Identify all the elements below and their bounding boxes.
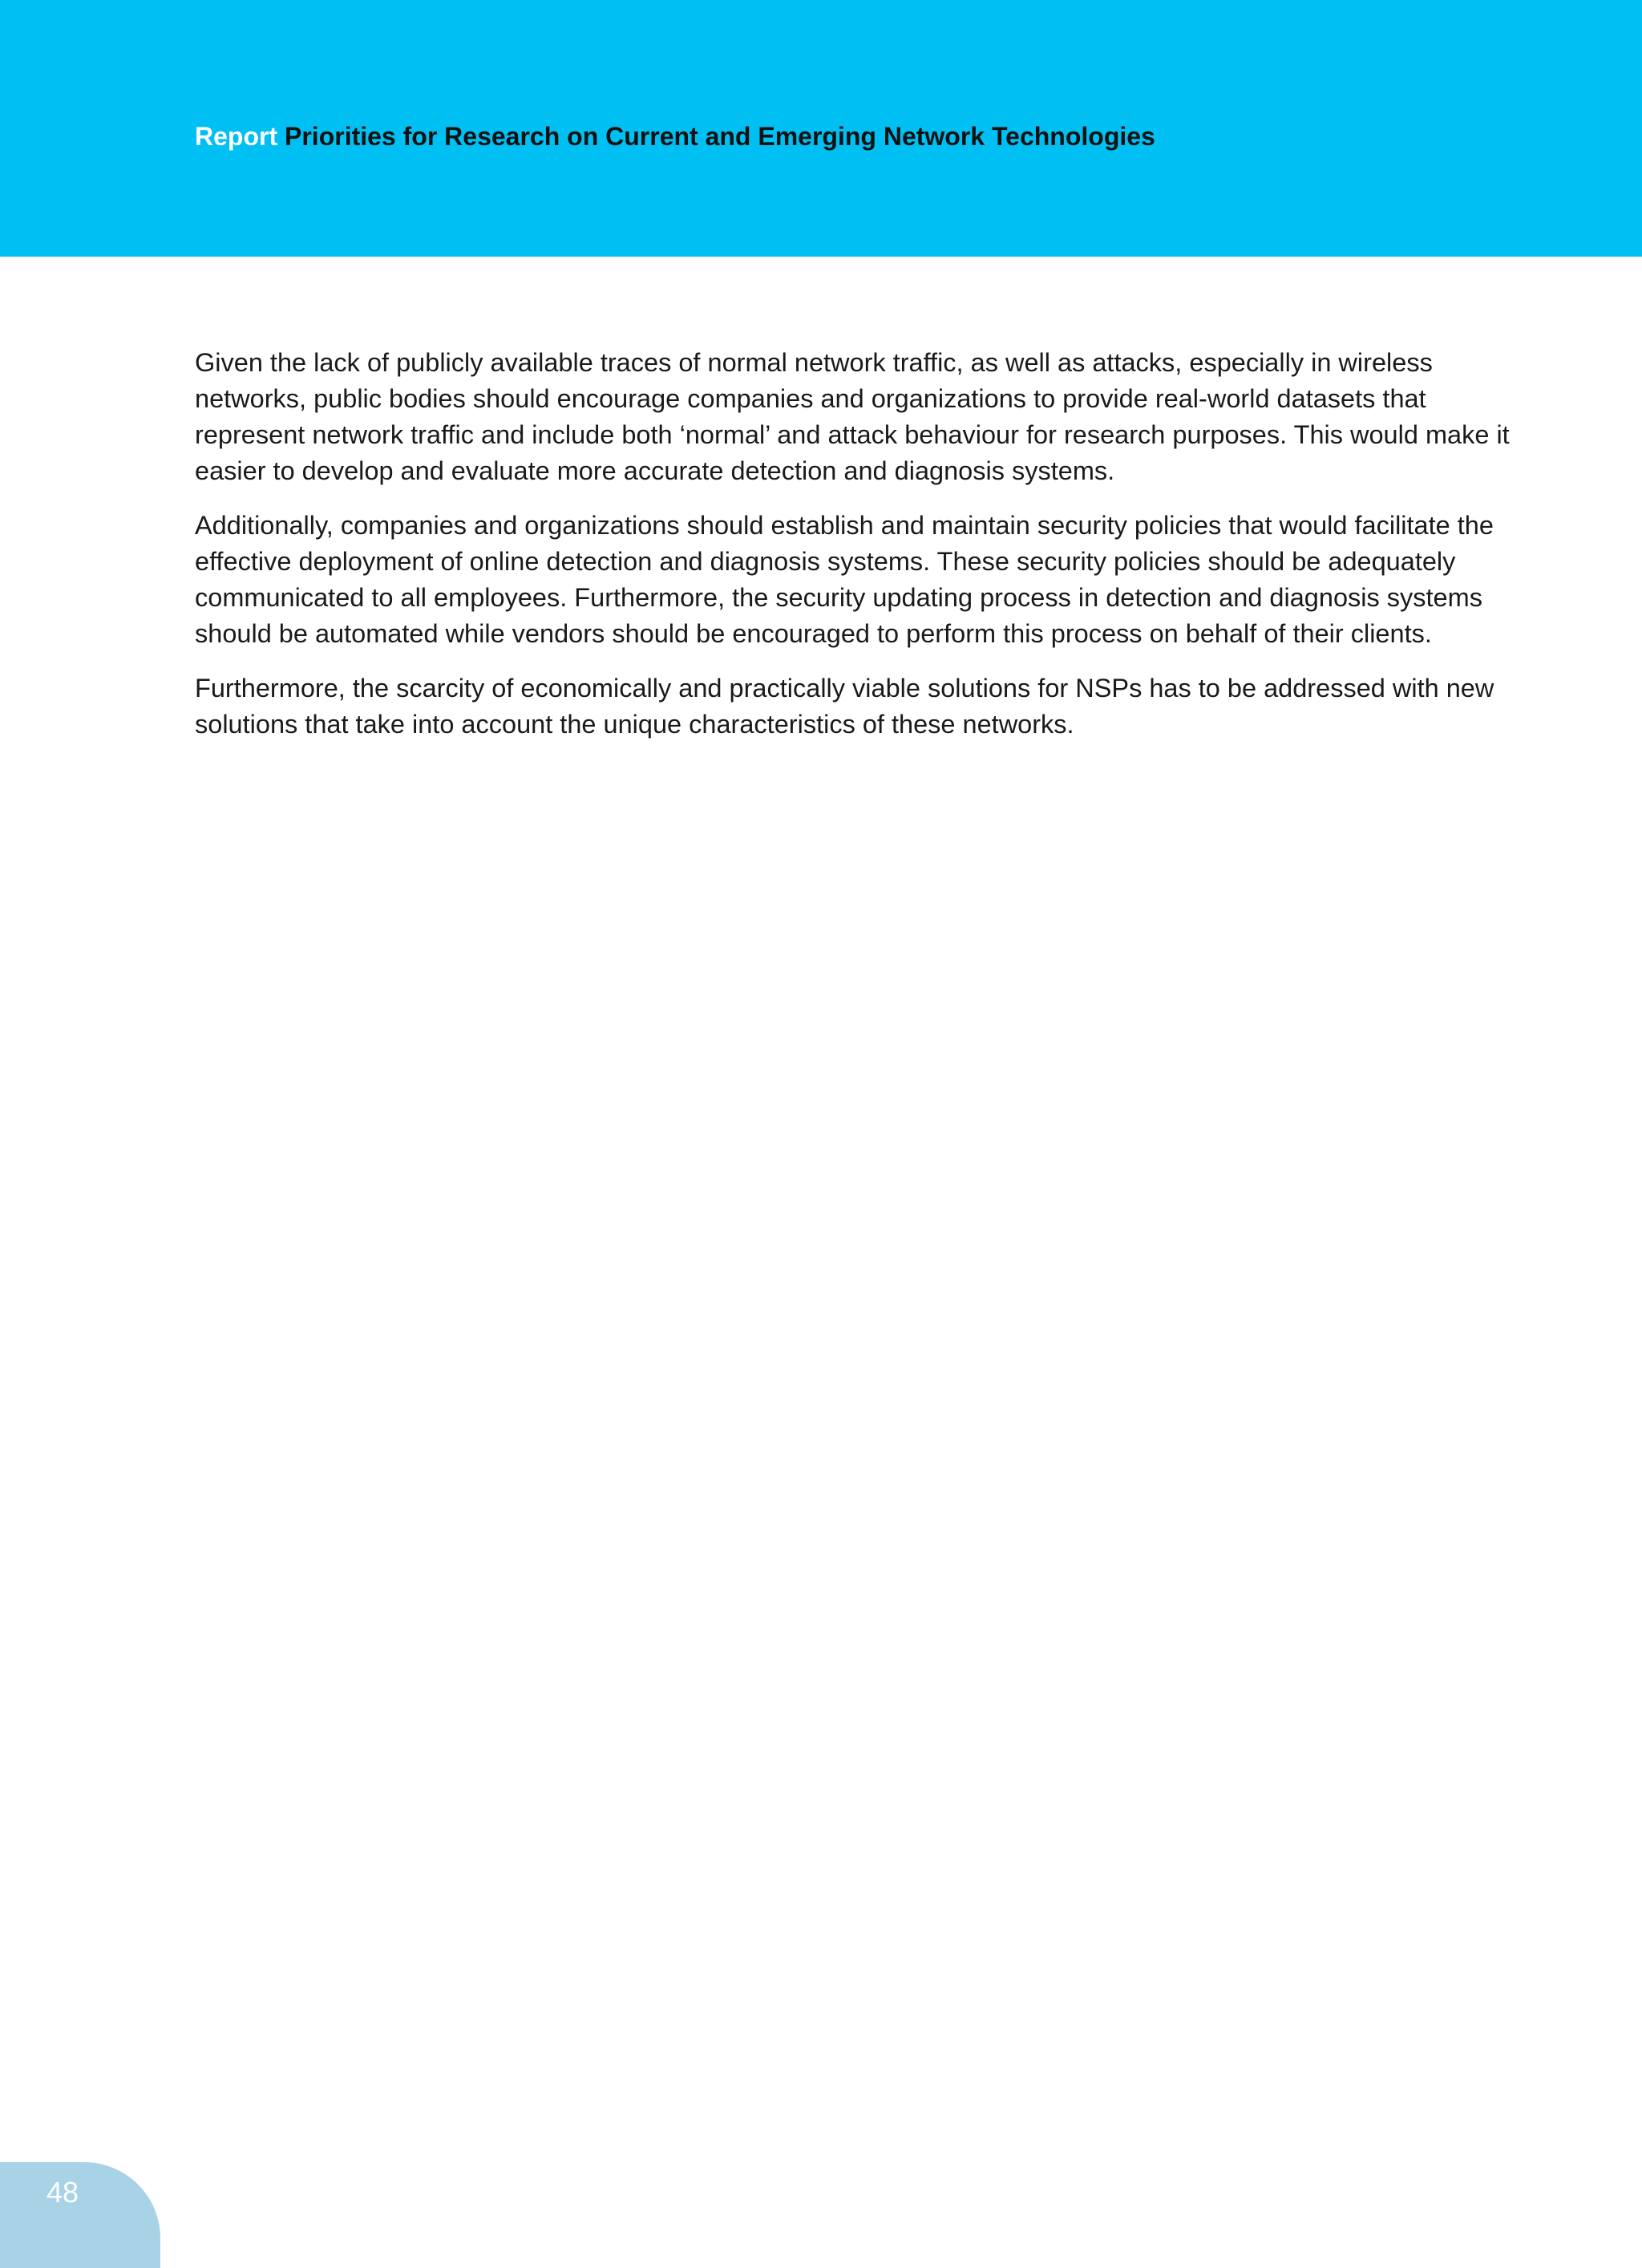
- page-number: 48: [47, 2176, 79, 2209]
- paragraph-3: Furthermore, the scarcity of economically and practically viable solutions for NSPs has to be addressed with new solutions that take into account the unique characteristics of these networks.: [195, 674, 1494, 739]
- body-text: [195, 345, 1510, 761]
- report-label: Report: [195, 122, 278, 151]
- paragraph-1: Given the lack of publicly available traces of normal network traffic, as well as attacks, especially in wireless networks, public bodies should encourage companies and organizations to provide real-world datasets that represent network traffic and include both ‘normal’ and attack behaviour for research purposes. This would make it easier to develop and evaluate more accurate detection and diagnosis systems.: [195, 348, 1510, 485]
- page-number-tab: [0, 2162, 160, 2268]
- report-title: Priorities for Research on Current and Emerging Network Technologies: [285, 122, 1155, 151]
- header-band: [0, 0, 1642, 257]
- running-header: [195, 117, 1155, 156]
- paragraph-2: Additionally, companies and organizations should establish and maintain security policies that would facilitate the effective deployment of online detection and diagnosis systems. These security policies should be adequately communicated to all employees. Furthermore, the security updating process in detection and diagnosis systems should be automated while vendors should be encouraged to perform this process on behalf of their clients.: [195, 511, 1494, 648]
